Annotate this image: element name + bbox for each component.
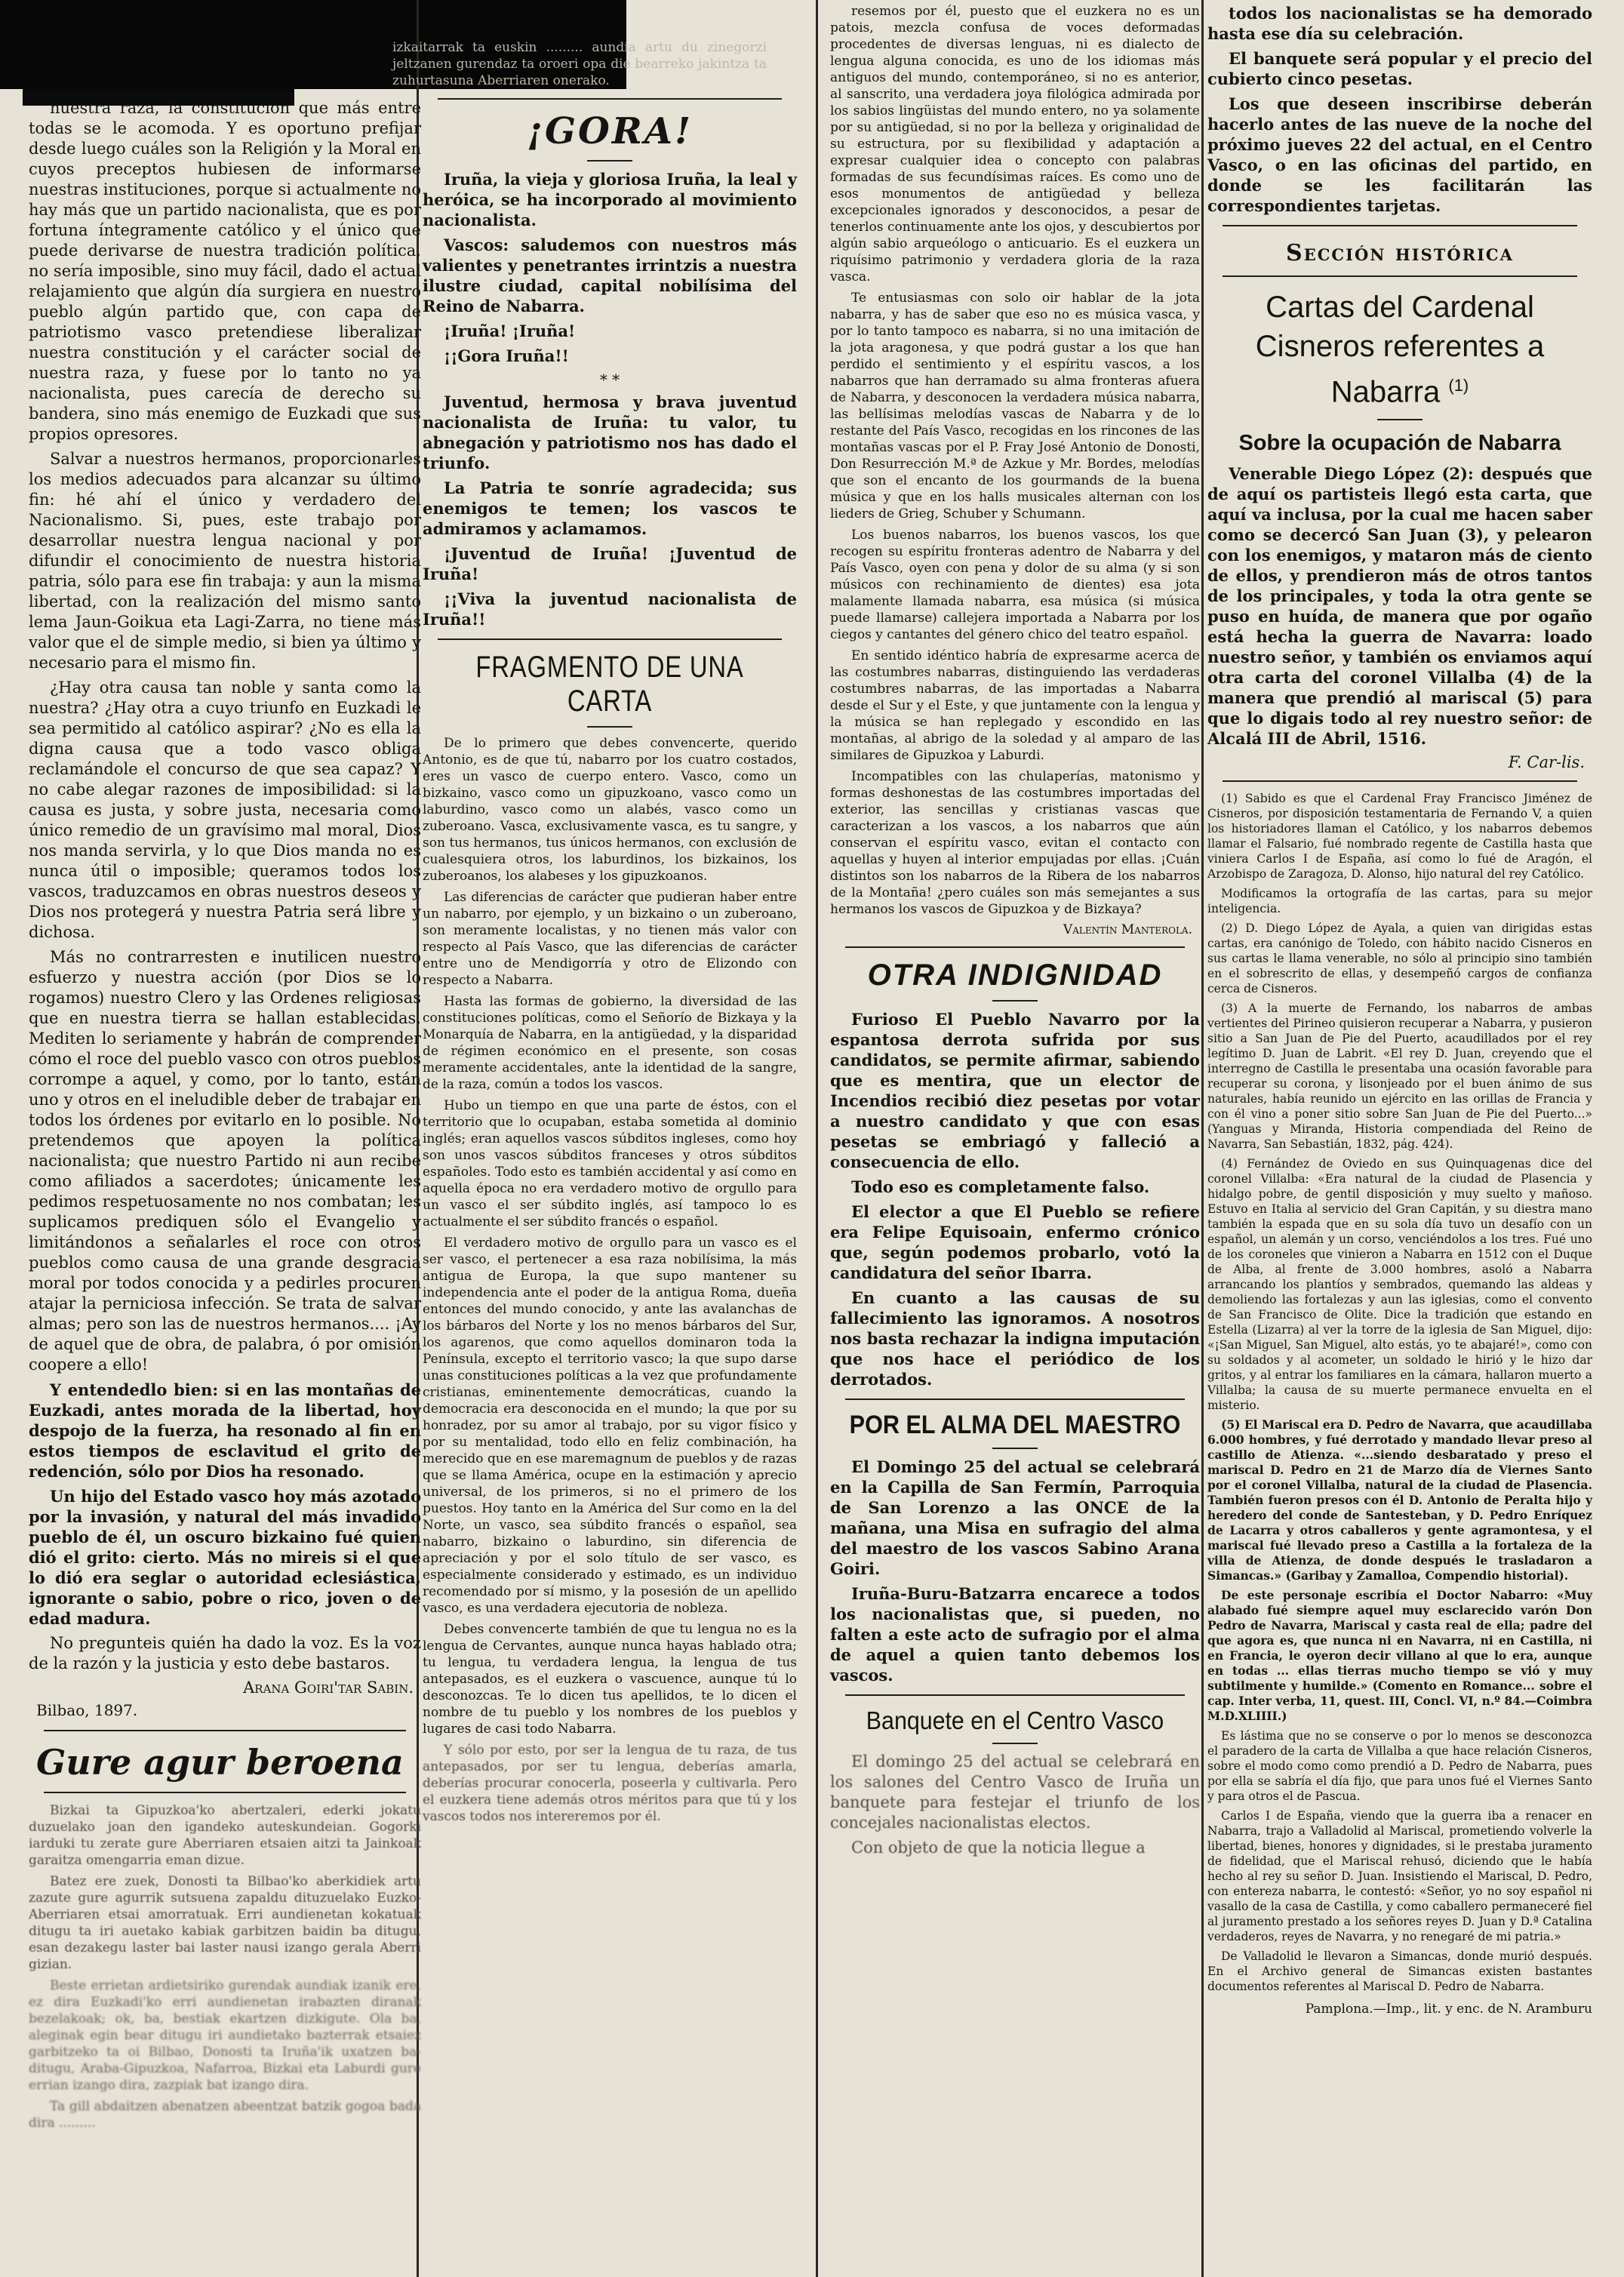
article-paragraph: El elector a que El Pueblo se refiere era Felipe Equisoain, enfermo crónico que, según podemos probarlo, votó la candidatura del señor Ibarra. — [830, 1202, 1200, 1282]
gora-paragraph: Vascos: saludemos con nuestros más valientes y penetrantes irrintzis a nuestra ilustre ciudad, capital nobilísima del Reino de Nabarra. — [423, 235, 797, 315]
divider — [1223, 275, 1577, 277]
divider — [845, 1399, 1185, 1400]
gora-paragraph: Juventud, hermosa y brava juventud nacionalista de Iruña: tu valor, tu abnegación y patriotismo nos has dado el triunfo. — [423, 392, 797, 472]
letter-paragraph: En sentido idéntico habría de expresarme acerca de las costumbres nabarras, distinguiendo las verdaderas costumbres nabarras, de las importadas a Nabarra desde el Sur y el Este, y que juntamente con la lengua y la música se han replegado y escondido en las montañas, al abrigo de la soledad y al amparo de las similares de Gipuzkoa y Laburdi. — [830, 648, 1200, 763]
ornament — [587, 726, 632, 728]
ornament — [587, 160, 632, 162]
divider — [1223, 780, 1577, 782]
footnote: (2) D. Diego López de Ayala, a quien van dirigidas estas cartas, era canónigo de Toledo, con hábito nacido Cisneros en sus cartas le llama venerable, no sólo al principio sino también en el sobrescrito de ellas, y desempeñó cargos de confianza cerca de Cisneros. — [1207, 922, 1592, 996]
signature: Arana Goiri'tar Sabin. — [243, 1679, 414, 1697]
ornament — [992, 1448, 1038, 1449]
banquete-headline: Banquete en el Centro Vasco — [866, 1706, 1164, 1734]
article-paragraph: El banquete será popular y el precio del cubierto cinco pesetas. — [1207, 49, 1592, 88]
letter-paragraph: Te entusiasmas con solo oir hablar de la jota nabarra, y has de saber que eso no es música vasca, y por lo tanto tampoco es nabarra, si no una imitación de la jota aragonesa, y que podrá gustar a los que han perdido el sentimiento y el espíritu vascos, a los nabarros que han derramado su alma fronteras afuera de Nabarra, y desconocen la verdadera música nabarra, las bellísimas melodías vascas de Nabarra y de lo restante del País Vasco, recogidas en los rincones de las montañas vascas por el P. Fray José Antonio de Donosti, Don Resurrección M.ª de Azkue y Mr. Bordes, melodías que son el encanto de los gourmands de la buena música y que en los halls musicales alternan con los lieders de Grieg, Schuber y Schumann. — [830, 291, 1200, 522]
column-3 — [830, 0, 1200, 1863]
cartas-headline — [1207, 288, 1592, 411]
footnote-marker: (1) — [1448, 376, 1469, 395]
letter-paragraph: Hubo un tiempo en que una parte de éstos, con el territorio que lo ocupaban, estaba sometida al dominio inglés; eran aquellos vascos súbditos ingleses, como hoy son unos vascos súbditos franceses y otros súbditos españoles. Todo esto es también accidental y así como en aquella época no era verdadero motivo de orgullo para un vasco el ser súbdito inglés, así tampoco lo es actualmente el ser súbdito francés o español. — [423, 1098, 797, 1229]
basque-paragraph: Beste errietan ardietsiriko gurendak aundiak izanik ere, ez dira Euzkadi'ko erri aundienetan irabazten diranak bezelakoak; ok, ba, bestiak ekartzen dizkigute. Ola ba, aleginak egin bear ditugu iri aundietako bazterrak etsaiez garbitzeko ta oi Bilbao, Donosti ta Iruña'ik uxatzen ba-ditugu, Araba-Gipuzkoa, Nafarroa, Bizkai eta Laburdi gure errian izango dira, zazpiak bat izango dira. — [29, 1978, 421, 2093]
footnote: De Valladolid le llevaron a Simancas, donde murió después. En el Archivo general de Simancas existen bastantes documentos referentes al Mariscal D. Pedro de Nabarra. — [1207, 1949, 1592, 1994]
gora-paragraph: Iruña, la vieja y gloriosa Iruña, la leal y heróica, se ha incorporado al movimiento nacionalista. — [423, 170, 797, 229]
letter-paragraph: Debes convencerte también de que tu lengua no es la lengua de Cervantes, aunque nunca hayas hablado otra; tu lengua, tu verdadera lengua, la lengua de tus antepasados, es el euzkera o vascuence, aunque tú lo desconozcas. Te lo dicen tus apellidos, te lo dicen el nombre de tu pueblo y los nombres de los pueblos y lugares de casi todo Nabarra. — [423, 1622, 797, 1737]
article-paragraph: Y entendedlo bien: si en las montañas de Euzkadi, antes morada de la libertad, hoy despojo de la fuerza, ha resonado al fin en estos tiempos de esclavitud el grito de redención, sólo por Dios ha resonado. — [29, 1380, 421, 1481]
gora-paragraph: La Patria te sonríe agradecida; sus enemigos te temen; los vascos te admiramos y aclamamos. — [423, 478, 797, 538]
divider — [44, 1730, 406, 1731]
article-paragraph: El Domingo 25 del actual se celebrará en la Capilla de San Fermín, Parroquia de San Lorenzo a las ONCE de la mañana, una Misa en sufragio del alma del maestro de los vascos Sabino Arana Goiri. — [830, 1457, 1200, 1578]
ornament — [1377, 419, 1423, 420]
cartas-title: Cartas del Cardenal Cisneros referentes a Nabarra — [1255, 291, 1545, 409]
ornament — [992, 1743, 1038, 1744]
article-paragraph: Con objeto de que la noticia llegue a — [851, 1839, 1146, 1857]
gora-paragraph: ¡Iruña! ¡Iruña! — [444, 322, 576, 340]
column-1 — [29, 98, 421, 2136]
ornament — [992, 1000, 1038, 1002]
footnote: (4) Fernández de Oviedo en sus Quinquagenas dice del coronel Villalba: «Era natural de la ciudad de Plasencia y hidalgo pobre, de gentil disposición y muy suelto y mañoso. Estuvo en Italia al servicio del Gran Capitán, y su diestra mano también la espada que en su sola día tuvo un desafío con un español, un alemán y un corso, venciéndolos a los tres. Fué uno de los coroneles que vinieron a Nabarra en 1512 con el Duque de Alba, al frente de 3.000 hombres, asoló a Nabarra arrancando los plantíos y sembrados, quemando las aldeas y demoliendo las fortalezas y aun las iglesias, como el convento de San Francisco de Olite. Dice la tradición que estando en Estella (Lizarra) al ver la torre de la iglesia de San Miguel, dijo: «¡San Miguel, San Miguel, alto estás, yo te abajaré!», como con su soldados y al acometer, un soldado le hirió y le hizo dar gritos, y al entrar los familiares en la cámara, hallaron muerto a Villalba; la causa de su muerte permanece envuelta en el misterio. — [1207, 1157, 1592, 1413]
article-paragraph: Salvar a nuestros hermanos, proporcionarles los medios adecuados para alcanzar su último fin: hé ahí el único y verdadero del Nacionalismo. Si, pues, este trabajo por desarrollar nuestra lengua nacional y por difundir el conocimiento de nuestra historia patria, sólo para ese fin trabaja: y aun la misma libertad, con la realización del mismo santo lema Jaun-Goikua eta Lagi-Zarra, no tiene más valor que el de simple medio, si bien ya último y necesario para el mismo fin. — [29, 450, 421, 672]
divider — [44, 1792, 406, 1793]
letter-paragraph: Los buenos nabarros, los buenos vascos, los que recogen su espíritu fronteras adentro de Nabarra y del País Vasco, oyen con pena y dolor de su alma (y si son músicos con rechinamiento de dientes) esa jota malamente llamada nabarra, esa música (si música puede llamarse) callejera importada a Nabarra por los ciegos y cantantes del género chico del teatro español. — [830, 528, 1200, 642]
basque-paragraph: Ta gill abdaitzen abenatzen abeentzat batzik gogoa bada dira ......... — [29, 2099, 421, 2131]
column-2 — [392, 0, 797, 1829]
article-paragraph: Un hijo del Estado vasco hoy más azotado por la invasión, y natural del más invadido pueblo de él, un oscuro bizkaino fué quien dió el grito: cierto. Más no mireis si el que lo dió era seglar o autoridad eclesiástica, ignorante o sabio, pobre o rico, joven o de edad madura. — [29, 1487, 421, 1628]
footnote: De este personaje escribía el Doctor Nabarro: «Muy alabado fué siempre aquel muy esclarecido varón Don Pedro de Navarra, Mariscal y casta real de ella; padre del que agora es, que nunca ni en Navarra, ni en Castilla, ni en Francia, le oyeron decir villano al que lo era, aunque en todas ... ellas tierras mucho tiempo se vió y muy subtilmente y humilde.» (Comento en Romance... sobre el cap. Inter verba, 11, quest. III, Concl. VI, n.º 84.—Coimbra M.D.XLIIII.) — [1207, 1588, 1592, 1724]
footnote: Carlos I de España, viendo que la guerra iba a renacer en Nabarra, trajo a Valladolid al Mariscal, prometiendo volverle la libertad, bienes, honores y dignidades, si le prestaba juramento de fidelidad, que el Mariscal rehusó, diciendo que le había hecho al rey su señor D. Juan. Insistiendo el Mariscal, D. Pedro, con entereza nabarra, le contestó: «Señor, yo no soy español ni vasallo de la casa de Castilla, y como caballero permaneceré fiel al juramento prestado a los señores reyes D. Juan y D.ª Catalina verdaderos, reyes de Navarra, y no renegaré de mi patria.» — [1207, 1809, 1592, 1944]
sobre-subheadline: Sobre la ocupación de Nabarra — [1238, 431, 1561, 456]
article-paragraph: En cuanto a las causas de su fallecimiento las ignoramos. A nosotros nos basta rechazar la indigna imputación que nos hace el periódico de los derrotados. — [830, 1288, 1200, 1389]
letter-paragraph: Las diferencias de carácter que pudieran haber entre un nabarro, por ejemplo, y un bizkaino o un zuberoano, son meramente localistas, y no tienen más valor con respecto al País Vasco, que las diferencias de carácter entre uno de Mendigorría y otro de Elizondo con respecto a Nabarra. — [423, 890, 797, 988]
article-paragraph: Los que deseen inscribirse deberán hacerlo antes de las nueve de la noche del próximo jueves 22 del actual, en el Centro Vasco, o en las oficinas del partido, en donde se les facilitarán las correspondientes tarjetas. — [1207, 94, 1592, 215]
letter-paragraph: Venerable Diego López (2): después que de aquí os partisteis llegó esta carta, que aquí va inclusa, por la cual me hacen saber como se decercó San Juan (3), y pelearon con los enemigos, y mataron más de ciento de ellos, y prendieron más de otros tantos de los principales, y toda la otra gente se puso en huída, de manera que por ogaño está hecha la guerra de Navarra: loado nuestro señor, y también os enviamos aquí otra carta del coronel Villalba (4) de la manera que prendió al mariscal (5) para que lo digais todo al rey nuestro señor: de Alcalá III de Abril, 1516. — [1207, 464, 1592, 749]
fragmento-headline: FRAGMENTO DE UNA CARTA — [475, 651, 744, 718]
divider — [845, 946, 1185, 948]
article-paragraph: ¿Hay otra causa tan noble y santa como la nuestra? ¿Hay otra a cuyo triunfo en Euzkadi le sea permitido al católico aspirar? ¿No es ella la digna causa que a todo vasco obliga reclamándole el concurso de que sea capaz? Y no cabe alegar razones de imposibilidad: si la causa es justa, y sobre justa, necesaria como único remedio de un gravísimo mal moral, Dios nos manda servirla, y lo que Dios manda no es nunca útil o imposible; queramos todos los vascos, traduzcamos en obras nuestros deseos y Dios nos protegerá y nuestra Patria será libre y dichosa. — [29, 678, 421, 941]
divider — [438, 98, 782, 100]
column-rule — [1201, 0, 1204, 2277]
letter-paragraph: De lo primero que debes convencerte, querido Antonio, es de que tú, nabarro por los cuatro costados, eres un vasco de cuerpo entero. Vasco, como un bizkaino, vasco como un gipuzkoano, vasco como un laburdino, vasco como un alabés, vasco como un zuberoano. Vasca, exclusivamente vasca, es tu sangre, y son tus hermanos, tus únicos hermanos, con exclusión de cualesquiera otros, los laburdinos, los bizkainos, los zuberoanos, los alabeses y los gipuzkoanos. — [423, 736, 797, 884]
gora-paragraph: ¡¡Viva la juventud nacionalista de Iruña!! — [423, 589, 797, 629]
basque-paragraph: Batez ere zuek, Donosti ta Bilbao'ko aberkidiek artu zazute gure agurrik sutsuena zapaldu dituzuelako Euzko-Aberriaren etsai amorratuak. Erri aundienetan kokatuak ditugu ta iri auetako kabiak garbitzen baidin ba ditugu, esan dezakegu laster bai laster nausi izango gerala Aberri gizian. — [29, 1874, 421, 1972]
column-4 — [1207, 0, 1592, 2017]
article-paragraph: Furioso El Pueblo Navarro por la espantosa derrota sufrida por sus candidatos, se permite afirmar, sabiendo que es mentira, que un elector de Incendios recibió diez pesetas por votar a nuestro candidato y que con esas pesetas se embriagó y falleció a consecuencia de ello. — [830, 1010, 1200, 1171]
divider — [1223, 225, 1577, 226]
section-label: Sección histórica — [1286, 240, 1514, 266]
letter-paragraph: El verdadero motivo de orgullo para un vasco es el ser vasco, el pertenecer a esa raza nobilísima, la más antigua de Europa, la que supo mantener su independencia ante el poder de la antigua Roma, dueña entonces del mundo conocido, y ante las avalanchas de los bárbaros del Norte y los no menos bárbaros del Sur, los agarenos, que como aquellos dominaron toda la Península, excepto el territorio vasco; la que supo darse unas constituciones políticas a la vez que profundamente cristianas, eminentemente democráticas, cuando la democracia era desconocida en el mundo; la que por su honradez, por su amor al trabajo, por su vigor físico y por su mentalidad, todo ello en feliz combinación, ha merecido que en ese maremagnum de pueblos y de razas que se llama América, ocupe en la estimación y aprecio universal, de los primeros, si no el primero de los puestos. Hoy tanto en la América del Sur como en la del Norte, un vasco, sea súbdito francés o español, sea nabarro, bizkaino o laburdino, sin diferencia de apreciación y por el solo título de ser vasco, es especialmente considerado y estimado, es un individuo recomendado por sí mismo, y la posesión de un apellido vasco, es una verdadera ejecutoria de nobleza. — [423, 1235, 797, 1616]
footnote: (5) El Mariscal era D. Pedro de Navarra, que acaudillaba 6.000 hombres, y fué derrotado y mandado llevar preso al castillo de Atienza. «...siendo desbaratado y preso el mariscal D. Pedro en 21 de Marzo día de Viernes Santo por el coronel Villalba, natural de la ciudad de Plasencia. También fueron presos con él D. Antonio de Peralta hijo y heredero del conde de Santesteban, y D. Pedro Enríquez de Lacarra y otros caballeros y gente agramontesa, y el mariscal fué llevado preso a Castilla a la fortaleza de la villa de Atienza, de donde después le trasladaron a Simancas.» (Garibay y Zamalloa, Compendio historial). — [1207, 1417, 1592, 1583]
divider — [438, 638, 782, 640]
alma-maestro-headline: POR EL ALMA DEL MAESTRO — [849, 1411, 1181, 1439]
article-paragraph: El domingo 25 del actual se celebrará en los salones del Centro Vasco de Iruña un banquete para festejar el triunfo de los concejales nacionalistas electos. — [830, 1752, 1200, 1832]
place-date: Bilbao, 1897. — [36, 1701, 138, 1719]
letter-paragraph: Incompatibles con las chulaperías, matonismo y formas deshonestas de las costumbres importadas del exterior, las sencillas y cristianas vascas que caracterizan a los vascos, a los nabarros que aún conservan el espíritu vasco, evitan el contacto con aquellas y huyen al interior empujadas por ellas. ¡Cuán distintos son los nabarros de la Ribera de los nabarros de la Montaña! ¿pero cuáles son más semejantes a sus hermanos los vascos de Gipuzkoa y de Bizkaya? — [830, 769, 1200, 917]
footnote: (1) Sabido es que el Cardenal Fray Francisco Jiménez de Cisneros, por disposición testamentaria de Fernando V, a quien los historiadores llaman el Católico, y los nabarros debemos llamar el Falsario, fué nombrado regente de Castilla hasta que viniera Carlos I de España, así como lo fué de Aragón, el Arzobispo de Zaragoza, D. Alonso, hijo natural del rey Católico. — [1207, 792, 1592, 882]
gora-paragraph: ¡¡Gora Iruña!! — [444, 346, 569, 365]
column-rule — [816, 0, 818, 2277]
footnote: Es lástima que no se conserve o por lo menos se desconozca el paradero de la carta de Villalba a que hace relación Cisneros, sobre el modo como como prendió a D. Pedro de Nabarra, pues por ella se sabría el día fijo, que para unos fué el Viernes Santo y para otros el de Pascua. — [1207, 1729, 1592, 1804]
article-paragraph: todos los nacionalistas se ha demorado hasta ese día su celebración. — [1207, 4, 1592, 43]
signature: F. Car-lis. — [1508, 753, 1585, 772]
gure-agur-headline: Gure agur beroena — [36, 1742, 404, 1783]
gora-paragraph: ¡Juventud de Iruña! ¡Juventud de Iruña! — [423, 544, 797, 583]
article-paragraph: Más no contrarresten e inutilicen nuestro esfuerzo y nuestra acción (por Dios se lo rogamos) nuestro Clero y las Ordenes religiosas que en nuestra tierra se hallan establecidas. Mediten lo seriamente y habrán de comprender cómo el roce del pueblo vasco con otros pueblos corrompe a aquel, y como, por lo tanto, están uno y otros en el ineludible deber de trabajar en todos los órdenes por evitarlo en lo posible. No pretendemos que apoyen la política nacionalista; que nuestro Partido ni aun recibe como afiliados a sacerdotes; únicamente les pedimos respetuosamente no nos combatan; les suplicamos prediquen sólo el Evangelio y limitándonos a señalarles el roce con otros pueblos como causa de una grande desgracia moral por todos conocida y a pedirles procuren atajar la perniciosa infección. Se trata de salvar almas; pero son las de nuestros hermanos.... ¡Ay de aquel que de obra, de palabra, ó por omisión coopere a ello! — [29, 948, 421, 1374]
article-paragraph: No pregunteis quién ha dado la voz. Es la voz de la razón y la justicia y esto debe bastaros. — [29, 1634, 421, 1672]
basque-paragraph: Bizkai ta Gipuzkoa'ko abertzaleri, ederki jokatu duzuelako joan den igandeko auteskundeian. Gogorki iarduki tu zerate gure Aberriaren etsaien aitzi ta Jainkoak garaitza omengarria eman dizue. — [29, 1803, 421, 1868]
signature: Valentín Manterola. — [1063, 922, 1192, 937]
footnote: (3) A la muerte de Fernando, los nabarros de ambas vertientes del Pirineo quisieron recuperar a Nabarra, y pusieron sitio a San Juan de Pie del Puerto, acaudillados por el rey legítimo D. Juan de Labrit. «El rey D. Juan, creyendo que el interregno de Castilla le presentaba una ocasión favorable para recuperar su corona, y lisonjeado por el buen ánimo de sus naturales, había reunido un ejército en las orillas de Francia y con él vino a poner sitio sobre San Juan de Pie del Puerto...» (Yanguas y Miranda, Historia compendiada del Reino de Navarra, San Sebastián, 1832, pág. 424). — [1207, 1002, 1592, 1152]
article-paragraph: nuestra raza, la constitución que más entre todas se le acomoda. Y es oportuno prefijar desde luego cuáles son la Religión y la Moral en cuyos preceptos hubiesen de informarse nuestras instituciones, porque si actualmente no hay más que un partido nacionalista, que es por fortuna íntegramente católico y el único que puede derivarse de nuestra tradición política, no sería imposible, sino muy fácil, dado el actual relajamiento que algún día surgiera en nuestro pueblo algún partido que, con capa de patriotismo vasco pretendiese liberalizar nuestra constitución y el carácter social de nuestra raza, y fuese por lo tanto no ya nacionalista, pues carecía de derecho su bandera, sino más enemigo de Euzkadi que sus propios opresores. — [29, 99, 421, 443]
article-paragraph: Todo eso es completamente falso. — [851, 1177, 1150, 1196]
gora-headline: ¡GORA! — [526, 110, 694, 152]
printer-imprint: Pamplona.—Imp., lit. y enc. de N. Aramburu — [1305, 2002, 1592, 2017]
letter-paragraph: Y sólo por esto, por ser la lengua de tu raza, de tus antepasados, por ser tu lengua, deberías amarla, deberías procurar conocerla, poseerla y cultivarla. Pero el euzkera tiene además otros méritos para que tú y los vascos todos nos intereremos por él. — [423, 1743, 797, 1824]
footnote: Modificamos la ortografía de las cartas, para su mejor inteligencia. — [1207, 887, 1592, 916]
letter-paragraph: resemos por él, puesto que el euzkera no es un patois, mezcla confusa de voces deformadas procedentes de diversas lenguas, ni es dialecto de lengua alguna conocida, es uno de los idiomas más antiguos del mundo, contemporáneo, si no es anterior, al sanscrito, una verdadera joya filológica admirada por los sabios lingüistas del mundo entero, no ya solamente por su antigüedad, si no por la belleza y originalidad de su estructura, por su flexibilidad y adaptación a expresar cualquier idea o concepto con palabras formadas de sus fecundísimas raíces. Es como uno de esos monumentos de antigüedad y belleza excepcionales ignorados y desconocidos, a pesar de tenerlos continuamente ante los ojos, y descubiertos por algún sabio arqueólogo o anticuario. Es el euzkera un riquísimo patrimonio y verdadera gloria de la raza vasca. — [830, 4, 1200, 285]
basque-intro: izkaitarrak ta euskin ......... aundia artu du zinegorzi jeltzanen gurendaz ta oroeri opa die bearreko jakintza ta zuhurtasuna Aberriaren onerako. — [392, 40, 767, 88]
separator-stars: * * — [599, 371, 620, 389]
letter-paragraph: Hasta las formas de gobierno, la diversidad de las constituciones políticas, como el Señorío de Bizkaya y la Monarquía de Nabarra, en la antigüedad, y la disparidad de régimen económico en el presente, son cosas meramente accidentales, ante la identidad de la sangre, de la raza, común a todos los vascos. — [423, 994, 797, 1092]
divider — [845, 1694, 1185, 1696]
article-paragraph: Iruña-Buru-Batzarra encarece a todos los nacionalistas que, si pueden, no falten a este acto de sufragio por el alma de aquel a quien tanto debemos los vascos. — [830, 1584, 1200, 1685]
otra-indignidad-headline: OTRA INDIGNIDAD — [867, 958, 1163, 992]
